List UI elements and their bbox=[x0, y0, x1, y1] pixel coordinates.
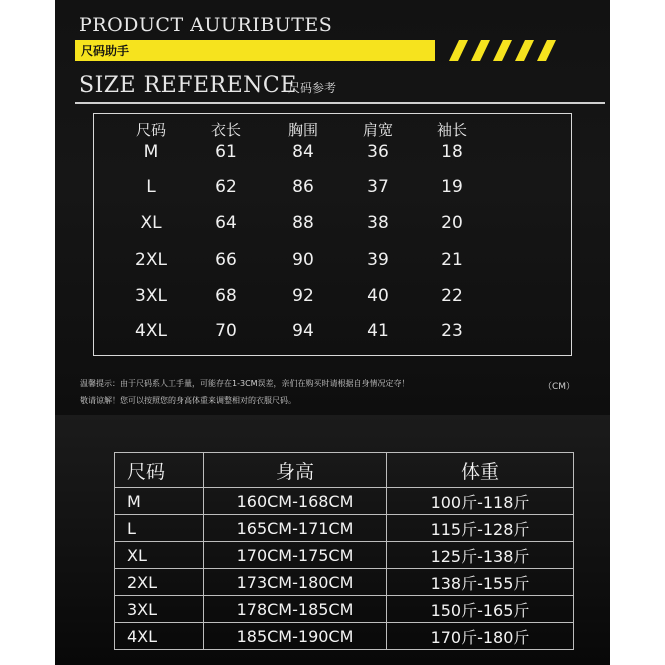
height-cell: 160CM-168CM bbox=[204, 488, 387, 515]
size-cell: XL bbox=[115, 542, 204, 569]
table-header-row bbox=[115, 453, 574, 488]
sizing-advice-note: 敬请谅解！您可以按照您的身高体重来调整相对的衣服尺码。 bbox=[80, 396, 296, 405]
size-cell: 4XL bbox=[135, 321, 167, 341]
table-cell: 20 bbox=[441, 213, 463, 233]
banner-label: 尺码助手 bbox=[81, 44, 130, 58]
table-cell: 66 bbox=[215, 250, 237, 270]
table-cell: 94 bbox=[292, 321, 314, 341]
size-cell: L bbox=[115, 515, 204, 542]
table-cell: 21 bbox=[441, 250, 463, 270]
table-row bbox=[115, 623, 574, 650]
height-cell: 185CM-190CM bbox=[204, 623, 387, 650]
height-cell: 170CM-175CM bbox=[204, 542, 387, 569]
table-cell: 70 bbox=[215, 321, 237, 341]
table-cell: 39 bbox=[367, 250, 389, 270]
size-chart-panel bbox=[55, 0, 610, 665]
table-cell: 86 bbox=[292, 177, 314, 197]
size-cell: 4XL bbox=[115, 623, 204, 650]
size-cell: L bbox=[146, 177, 156, 197]
size-recommendation-table bbox=[114, 452, 574, 650]
size-cell: 3XL bbox=[135, 286, 167, 306]
size-cell: 2XL bbox=[115, 569, 204, 596]
table-cell: 88 bbox=[292, 213, 314, 233]
size-cell: M bbox=[143, 142, 159, 162]
weight-cell: 115斤-128斤 bbox=[387, 515, 574, 542]
weight-cell: 100斤-118斤 bbox=[387, 488, 574, 515]
weight-cell: 125斤-138斤 bbox=[387, 542, 574, 569]
column-header: 胸围 bbox=[287, 121, 318, 139]
column-header: 体重 bbox=[387, 453, 574, 488]
measurement-table bbox=[93, 113, 572, 356]
divider bbox=[75, 102, 605, 104]
hazard-stripes-icon bbox=[439, 40, 557, 61]
column-header: 肩宽 bbox=[362, 121, 393, 139]
table-cell: 62 bbox=[215, 177, 237, 197]
column-header: 尺码 bbox=[115, 453, 204, 488]
size-cell: M bbox=[115, 488, 204, 515]
size-reference-subtitle: 尺码参考 bbox=[288, 81, 337, 95]
weight-cell: 138斤-155斤 bbox=[387, 569, 574, 596]
table-cell: 38 bbox=[367, 213, 389, 233]
table-cell: 37 bbox=[367, 177, 389, 197]
size-cell: 2XL bbox=[135, 250, 167, 270]
table-cell: 36 bbox=[367, 142, 389, 162]
table-cell: 41 bbox=[367, 321, 389, 341]
size-cell: 3XL bbox=[115, 596, 204, 623]
table-cell: 19 bbox=[441, 177, 463, 197]
column-header: 袖长 bbox=[436, 121, 467, 139]
weight-cell: 170斤-180斤 bbox=[387, 623, 574, 650]
table-row bbox=[115, 542, 574, 569]
height-cell: 178CM-185CM bbox=[204, 596, 387, 623]
column-header: 尺码 bbox=[135, 121, 166, 139]
height-cell: 165CM-171CM bbox=[204, 515, 387, 542]
brand-heading: PRODUCT AUURIBUTES bbox=[79, 14, 333, 36]
table-row bbox=[115, 488, 574, 515]
size-reference-title: SIZE REFERENCE bbox=[79, 73, 297, 98]
column-header: 身高 bbox=[204, 453, 387, 488]
table-row bbox=[115, 596, 574, 623]
table-cell: 23 bbox=[441, 321, 463, 341]
weight-cell: 150斤-165斤 bbox=[387, 596, 574, 623]
table-row bbox=[115, 569, 574, 596]
table-cell: 68 bbox=[215, 286, 237, 306]
size-cell: XL bbox=[140, 213, 162, 233]
height-cell: 173CM-180CM bbox=[204, 569, 387, 596]
measurement-note: 温馨提示：由于尺码系人工手量，可能存在1-3CM误差，亲们在购买时请根据自身情况定夺！ bbox=[80, 379, 410, 388]
table-cell: 90 bbox=[292, 250, 314, 270]
table-cell: 18 bbox=[441, 142, 463, 162]
column-header: 衣长 bbox=[210, 121, 241, 139]
yellow-banner bbox=[75, 40, 435, 61]
table-cell: 40 bbox=[367, 286, 389, 306]
table-cell: 84 bbox=[292, 142, 314, 162]
table-row bbox=[115, 515, 574, 542]
table-cell: 61 bbox=[215, 142, 237, 162]
table-cell: 92 bbox=[292, 286, 314, 306]
table-cell: 64 bbox=[215, 213, 237, 233]
unit-label: （CM） bbox=[543, 382, 576, 392]
table-cell: 22 bbox=[441, 286, 463, 306]
